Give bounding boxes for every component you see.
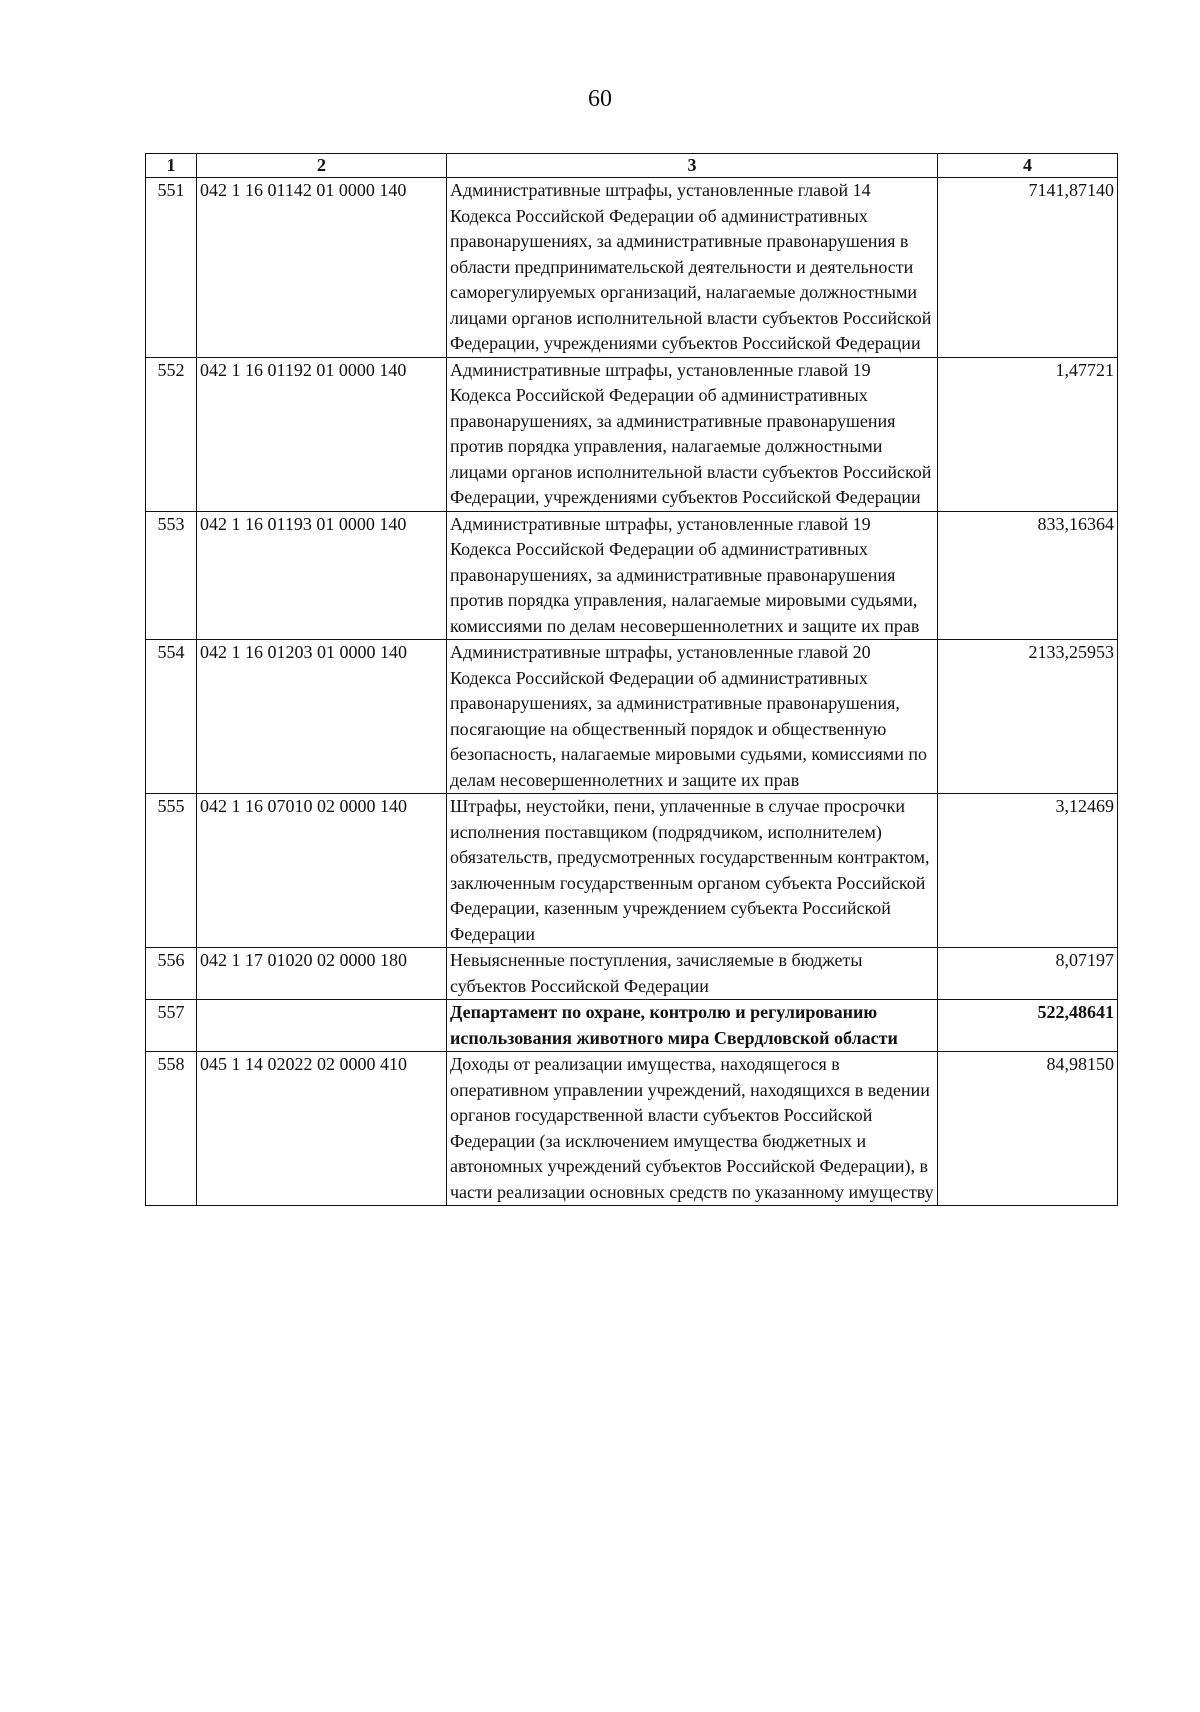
revenue-description-cell: Административные штрафы, установленные главой 20 Кодекса Российской Федерации об административных правонарушениях, за административные правонарушения, посягающие на общественный порядок и общественную безопасность, налагаемые мировыми судьями, комиссиями по делам несовершеннолетних и защите их прав <box>447 640 938 794</box>
amount-cell: 833,16364 <box>938 511 1118 640</box>
column-header-2: 2 <box>197 154 447 178</box>
row-number-cell: 558 <box>146 1052 197 1206</box>
amount-cell: 1,47721 <box>938 357 1118 511</box>
table-row <box>146 640 1118 794</box>
table-row <box>146 948 1118 1000</box>
budget-code-cell: 042 1 16 07010 02 0000 140 <box>197 794 447 948</box>
row-number-cell: 557 <box>146 1000 197 1052</box>
table-body <box>146 178 1118 1206</box>
table-row <box>146 511 1118 640</box>
amount-cell: 84,98150 <box>938 1052 1118 1206</box>
amount-cell: 3,12469 <box>938 794 1118 948</box>
budget-code-cell: 042 1 16 01193 01 0000 140 <box>197 511 447 640</box>
budget-code-cell: 042 1 16 01142 01 0000 140 <box>197 178 447 358</box>
budget-code-cell: 045 1 14 02022 02 0000 410 <box>197 1052 447 1206</box>
revenue-description-cell: Невыясненные поступления, зачисляемые в бюджеты субъектов Российской Федерации <box>447 948 938 1000</box>
table-row <box>146 357 1118 511</box>
revenue-description-cell: Доходы от реализации имущества, находящегося в оперативном управлении учреждений, находящихся в ведении органов государственной власти субъектов Российской Федерации (за исключением имущества бюджетных и автономных учреждений субъектов Российской Федерации), в части реализации основных средств по указанному имуществу <box>447 1052 938 1206</box>
row-number-cell: 554 <box>146 640 197 794</box>
column-header-4: 4 <box>938 154 1118 178</box>
table-row <box>146 178 1118 358</box>
row-number-cell: 555 <box>146 794 197 948</box>
amount-cell: 522,48641 <box>938 1000 1118 1052</box>
budget-code-cell: 042 1 16 01192 01 0000 140 <box>197 357 447 511</box>
table-row <box>146 794 1118 948</box>
row-number-cell: 553 <box>146 511 197 640</box>
table-row <box>146 1000 1118 1052</box>
revenue-description-cell: Административные штрафы, установленные главой 19 Кодекса Российской Федерации об административных правонарушениях, за административные правонарушения против порядка управления, налагаемые должностными лицами органов исполнительной власти субъектов Российской Федерации, учреждениями субъектов Российской Федерации <box>447 357 938 511</box>
revenue-description-cell: Департамент по охране, контролю и регулированию использования животного мира Свердловской области <box>447 1000 938 1052</box>
table-row <box>146 1052 1118 1206</box>
revenue-table <box>145 153 1118 1206</box>
amount-cell: 7141,87140 <box>938 178 1118 358</box>
page-number: 60 <box>588 86 612 112</box>
row-number-cell: 556 <box>146 948 197 1000</box>
amount-cell: 2133,25953 <box>938 640 1118 794</box>
revenue-description-cell: Административные штрафы, установленные главой 14 Кодекса Российской Федерации об административных правонарушениях, за административные правонарушения в области предпринимательской деятельности и деятельности саморегулируемых организаций, налагаемые должностными лицами органов исполнительной власти субъектов Российской Федерации, учреждениями субъектов Российской Федерации <box>447 178 938 358</box>
revenue-description-cell: Административные штрафы, установленные главой 19 Кодекса Российской Федерации об административных правонарушениях, за административные правонарушения против порядка управления, налагаемые мировыми судьями, комиссиями по делам несовершеннолетних и защите их прав <box>447 511 938 640</box>
row-number-cell: 552 <box>146 357 197 511</box>
amount-cell: 8,07197 <box>938 948 1118 1000</box>
column-header-3: 3 <box>447 154 938 178</box>
budget-code-cell <box>197 1000 447 1052</box>
budget-code-cell: 042 1 16 01203 01 0000 140 <box>197 640 447 794</box>
row-number-cell: 551 <box>146 178 197 358</box>
table-header-row <box>146 154 1118 178</box>
column-header-1: 1 <box>146 154 197 178</box>
revenue-description-cell: Штрафы, неустойки, пени, уплаченные в случае просрочки исполнения поставщиком (подрядчиком, исполнителем) обязательств, предусмотренных государственным контрактом, заключенным государственным органом субъекта Российской Федерации, казенным учреждением субъекта Российской Федерации <box>447 794 938 948</box>
budget-code-cell: 042 1 17 01020 02 0000 180 <box>197 948 447 1000</box>
